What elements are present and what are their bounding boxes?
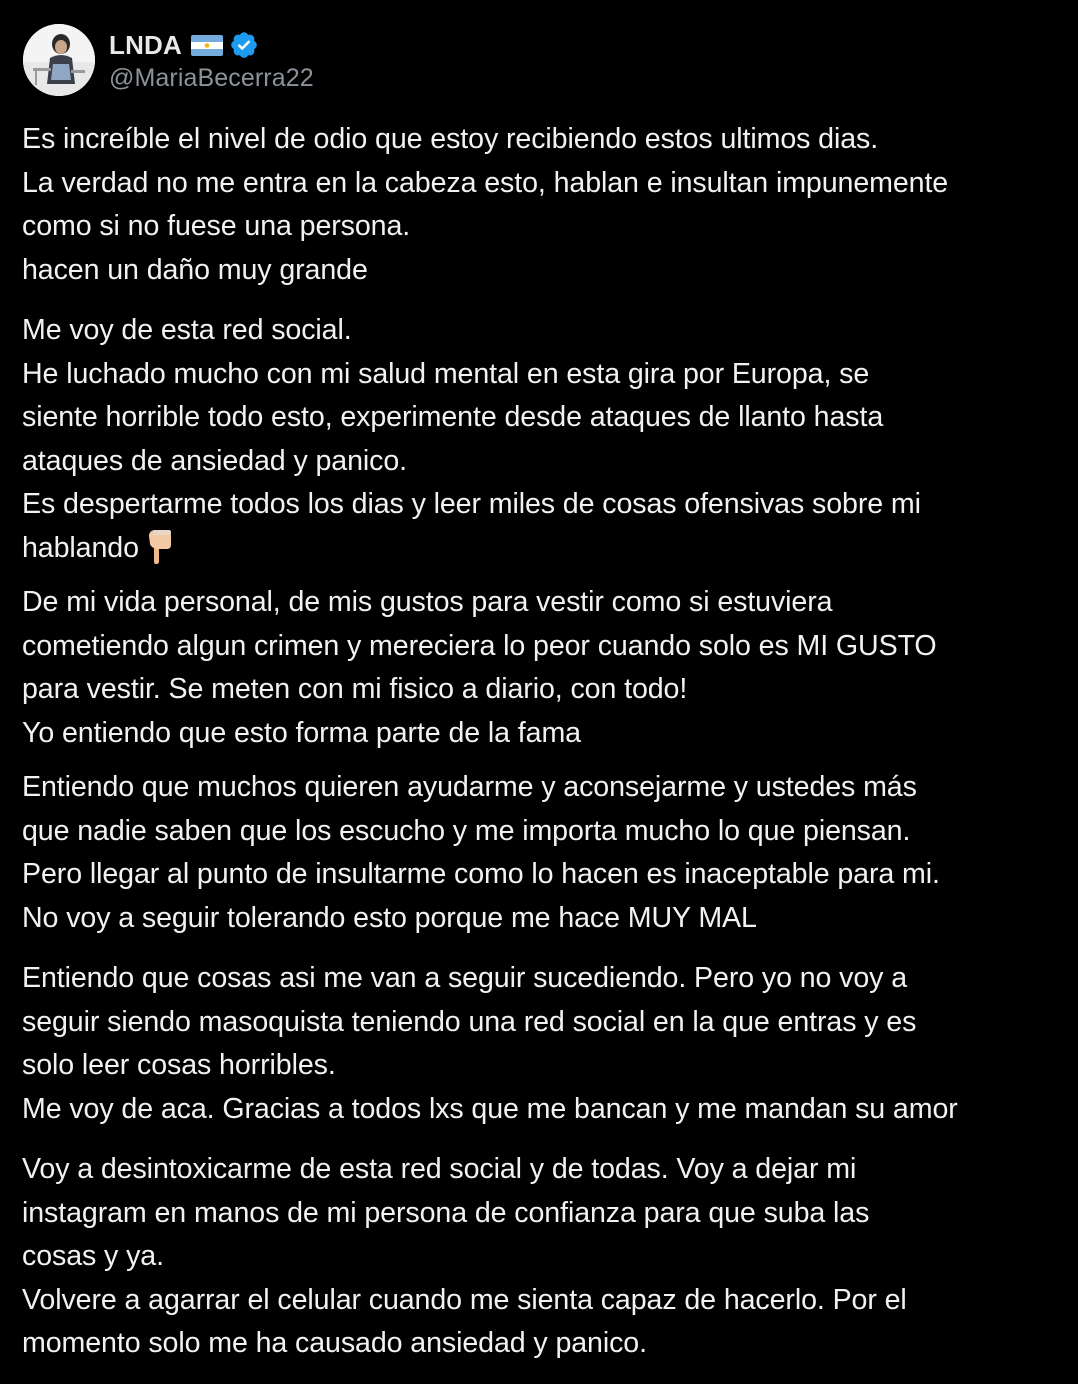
text-line: Yo entiendo que esto forma parte de la fama: [22, 716, 581, 749]
paragraph-5: [22, 957, 1056, 1131]
avatar[interactable]: [23, 24, 95, 96]
text-line: Entiendo que cosas asi me van a seguir sucediendo. Pero yo no voy a: [22, 962, 908, 994]
text-line: hacen un daño muy grande: [22, 253, 368, 286]
text-line: cosas y ya.: [22, 1240, 164, 1272]
paragraph-3: [22, 581, 1056, 755]
user-handle[interactable]: @MariaBecerra22: [109, 64, 314, 92]
text-line: Entiendo que muchos quieren ayudarme y aconsejarme y ustedes más: [22, 771, 917, 803]
text-line: ataques de ansiedad y panico.: [22, 444, 408, 477]
tweet-header: [22, 22, 1056, 98]
text-line: Me voy de aca. Gracias a todos lxs que me bancan y me mandan su amor: [22, 1092, 958, 1125]
paragraph-4: [22, 766, 1056, 940]
text-line: momento solo me ha causado ansiedad y panico.: [22, 1327, 647, 1359]
argentina-flag-icon: [191, 35, 223, 56]
text-line: Es despertarme todos los dias y leer miles de cosas ofensivas sobre mi: [22, 488, 921, 520]
paragraph-6: [22, 1148, 1056, 1366]
text-line: Voy a desintoxicarme de esta red social y de todas. Voy a dejar mi: [22, 1153, 857, 1185]
text-line: De mi vida personal, de mis gustos para vestir como si estuviera: [22, 586, 833, 618]
tweet-text: [22, 118, 1056, 1366]
display-name-row: [109, 27, 314, 63]
text-line-with-emoji: [22, 527, 1056, 571]
text-line: para vestir. Se meten con mi fisico a diario, con todo!: [22, 673, 688, 705]
text-line: seguir siendo masoquista teniendo una red social en la que entras y es: [22, 1005, 917, 1038]
text-line: instagram en manos de mi persona de confianza para que suba las: [22, 1196, 870, 1229]
text-line: solo leer cosas horribles.: [22, 1049, 336, 1081]
text-line: No voy a seguir tolerando esto porque me hace MUY MAL: [22, 901, 757, 934]
text-line: como si no fuese una persona.: [22, 210, 411, 242]
text-line: La verdad no me entra en la cabeza esto, hablan e insultan impunemente: [22, 166, 949, 199]
pointing-down-hand-icon: [145, 528, 175, 566]
text-line: Es increíble el nivel de odio que estoy recibiendo estos ultimos dias.: [22, 123, 879, 155]
avatar-image-icon: [23, 24, 95, 96]
text-line: Volvere a agarrar el celular cuando me sienta capaz de hacerlo. Por el: [22, 1283, 907, 1316]
user-names: [109, 27, 314, 93]
paragraph-2: [22, 309, 1056, 570]
text-line: que nadie saben que los escucho y me importa mucho lo que piensan.: [22, 814, 911, 847]
text-line: siente horrible todo esto, experimente desde ataques de llanto hasta: [22, 401, 884, 433]
verified-badge-icon[interactable]: [229, 30, 259, 60]
text-line: cometiendo algun crimen y mereciera lo peor cuando solo es MI GUSTO: [22, 629, 937, 662]
text-line: Me voy de esta red social.: [22, 314, 352, 346]
text-line: Pero llegar al punto de insultarme como lo hacen es inaceptable para mi.: [22, 858, 940, 890]
text-line: hablando: [22, 531, 139, 564]
display-name[interactable]: LNDA: [109, 29, 183, 60]
text-line: He luchado mucho con mi salud mental en esta gira por Europa, se: [22, 357, 870, 390]
paragraph-1: [22, 118, 1056, 292]
